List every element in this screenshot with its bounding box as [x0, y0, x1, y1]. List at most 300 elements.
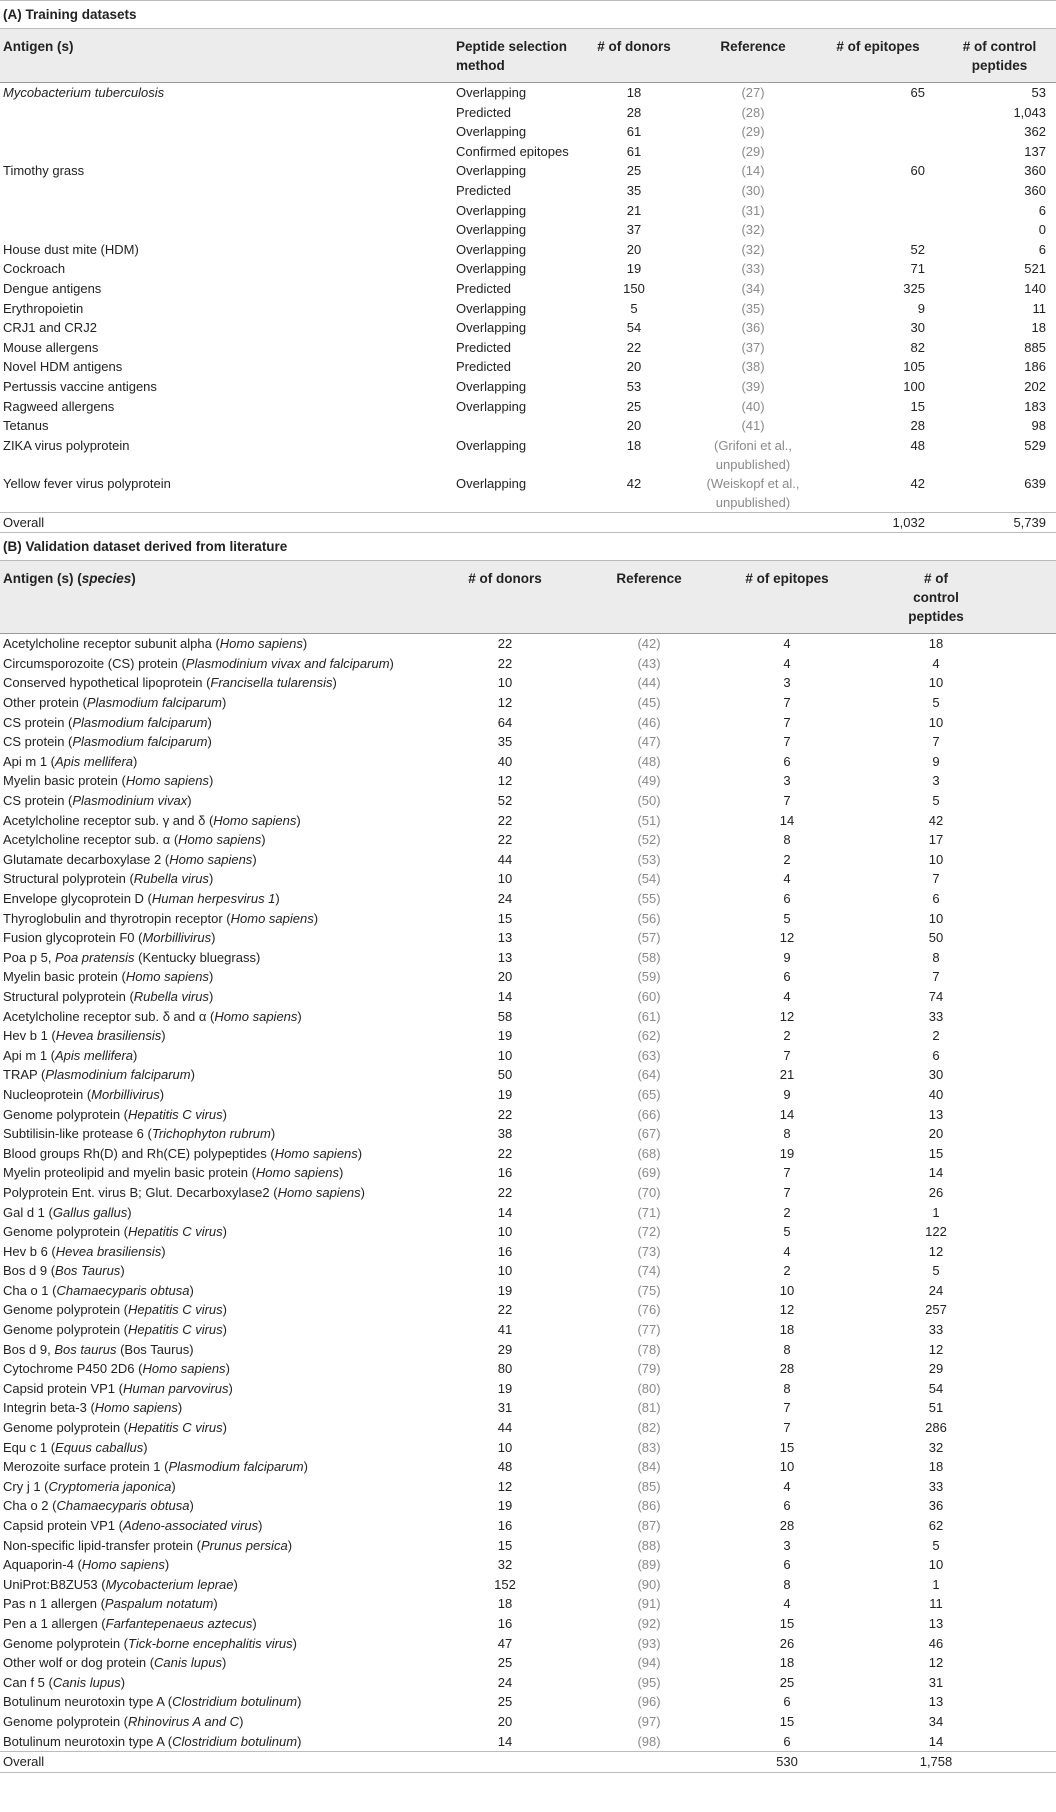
antigen-species-cell	[0, 1536, 430, 1556]
species-name: Plasmodinium falciparum	[45, 1067, 191, 1083]
antigen-species-cell	[0, 1320, 430, 1340]
donors-cell: 25	[626, 163, 642, 179]
donors-cell: 25	[626, 398, 642, 414]
antigen-species-cell	[0, 1634, 430, 1654]
table-row	[0, 850, 1056, 870]
header-epitopes: # of epitopes	[836, 39, 920, 54]
overall-controls: 1,758	[856, 1752, 1056, 1773]
header-antigen: Antigen (s)	[3, 39, 74, 54]
epitopes-cell: 42	[910, 475, 925, 491]
donors-cell: 15	[497, 1537, 513, 1553]
antigen-tail: )	[302, 636, 308, 652]
section-b-title: (B) Validation dataset derived from literature	[0, 532, 1056, 561]
table-row	[0, 1359, 1056, 1379]
antigen-tail: )	[261, 832, 266, 848]
reference-cell: (55)	[637, 891, 661, 906]
empty-cell	[575, 512, 693, 532]
controls-cell: 140	[1024, 280, 1046, 296]
antigen-tail: )	[222, 1420, 227, 1436]
table-row	[0, 771, 1056, 791]
antigen-tail: )	[120, 1263, 125, 1279]
reference-cell: (57)	[637, 930, 661, 946]
reference-cell: (40)	[741, 398, 765, 414]
epitopes-cell: 28	[779, 1518, 795, 1533]
controls-cell: 36	[928, 1498, 944, 1514]
table-row	[0, 1320, 1056, 1340]
controls-cell: 885	[1024, 339, 1046, 355]
epitopes-cell: 4	[783, 1478, 791, 1494]
antigen-species-cell	[0, 1026, 430, 1046]
antigen-cell: Mycobacterium tuberculosis	[3, 85, 165, 100]
controls-cell: 6	[1038, 202, 1046, 218]
antigen-tail: )	[207, 714, 212, 730]
donors-cell: 16	[497, 1615, 513, 1631]
table-row	[0, 1340, 1056, 1360]
antigen-cell: Novel HDM antigens	[3, 359, 123, 375]
table-row	[0, 259, 1056, 279]
antigen-tail: )	[171, 1478, 176, 1494]
epitopes-cell: 4	[783, 655, 791, 671]
header-donors: # of donors	[597, 39, 671, 54]
controls-cell: 9	[932, 753, 940, 769]
epitopes-cell: 6	[783, 891, 791, 906]
epitopes-cell: 8	[783, 1126, 791, 1142]
table-row	[0, 1673, 1056, 1693]
reference-cell: (45)	[637, 695, 661, 711]
table-row	[0, 377, 1056, 397]
antigen-cell	[0, 122, 453, 142]
empty-cell	[430, 1752, 580, 1773]
table-row	[0, 122, 1056, 142]
species-name: Homo sapiens	[125, 773, 209, 789]
controls-cell: 40	[928, 1086, 944, 1102]
table-row	[0, 1516, 1056, 1536]
antigen-tail: )	[222, 1224, 227, 1240]
antigen-tail: )	[127, 1204, 132, 1220]
method-cell: Overlapping	[456, 261, 527, 277]
epitopes-cell: 52	[910, 241, 925, 257]
donors-cell: 10	[497, 675, 513, 691]
antigen-name: Aquaporin-4 (	[3, 1557, 82, 1573]
method-cell: Overlapping	[456, 163, 527, 179]
overall-label: Overall	[0, 1752, 430, 1773]
table-row	[0, 1555, 1056, 1575]
antigen-name: Myelin basic protein (	[3, 773, 126, 789]
table-row	[0, 1007, 1056, 1027]
antigen-name: Cha o 1 (	[3, 1282, 57, 1298]
epitopes-cell: 7	[783, 1165, 791, 1181]
reference-cell: (84)	[637, 1459, 661, 1475]
epitopes-cell: 30	[910, 320, 925, 336]
validation-dataset-table	[0, 561, 1056, 1772]
controls-cell: 5	[932, 1263, 940, 1279]
reference-cell: (65)	[637, 1086, 661, 1102]
antigen-name: Genome polyprotein (	[3, 1713, 129, 1729]
table-row	[0, 1732, 1056, 1752]
header-antigen-close: )	[131, 571, 136, 587]
species-name: Hevea brasiliensis	[55, 1028, 162, 1044]
antigen-tail: )	[270, 1126, 276, 1142]
donors-cell: 37	[626, 222, 642, 238]
method-cell: Overlapping	[456, 85, 527, 100]
header-species-text: species	[81, 571, 132, 587]
controls-cell: 62	[928, 1518, 944, 1533]
species-name: Clostridium botulinum	[172, 1694, 298, 1710]
epitopes-cell: 18	[779, 1322, 795, 1338]
table-row	[0, 654, 1056, 674]
antigen-species-cell	[0, 948, 430, 968]
antigen-name: Equ c 1 (	[3, 1439, 56, 1455]
epitopes-cell: 105	[903, 359, 925, 375]
epitopes-cell: 15	[779, 1439, 795, 1455]
epitopes-cell: 100	[903, 378, 925, 394]
controls-cell: 42	[928, 812, 944, 828]
reference-cell: (83)	[637, 1439, 661, 1455]
species-name: Homo sapiens	[94, 1400, 178, 1416]
table-row	[0, 1300, 1056, 1320]
reference-cell: (74)	[637, 1263, 661, 1279]
antigen-tail: )	[133, 753, 138, 769]
antigen-species-cell	[0, 1575, 430, 1595]
antigen-tail: )	[189, 1282, 194, 1298]
header-controls: # of control peptides	[962, 39, 1037, 73]
epitopes-cell: 28	[779, 1361, 795, 1377]
antigen-name: Hev b 6 (	[3, 1243, 56, 1259]
species-name: Cryptomeria japonica	[48, 1478, 172, 1494]
reference-cell: (49)	[637, 773, 661, 789]
donors-cell: 58	[497, 1008, 513, 1024]
table-row	[0, 1653, 1056, 1673]
epitopes-cell: 4	[783, 1596, 791, 1612]
antigen-cell	[0, 201, 453, 221]
reference-cell: (67)	[637, 1126, 661, 1142]
epitopes-cell: 10	[779, 1282, 795, 1298]
controls-cell: 12	[928, 1655, 944, 1671]
controls-cell: 202	[1024, 378, 1046, 394]
antigen-tail: )	[287, 1537, 293, 1553]
controls-cell: 13	[928, 1106, 944, 1122]
donors-cell: 22	[626, 339, 642, 355]
reference-cell: (75)	[637, 1282, 661, 1298]
species-name: Chamaecyparis obtusa	[56, 1498, 190, 1514]
donors-cell: 31	[497, 1400, 513, 1416]
donors-cell: 22	[497, 1184, 513, 1200]
controls-cell: 7	[932, 969, 940, 985]
antigen-name: Subtilisin-like protease 6 (	[3, 1126, 152, 1142]
reference-cell: (52)	[637, 832, 661, 848]
antigen-tail: )	[208, 988, 214, 1004]
epitopes-cell: 7	[783, 714, 791, 730]
controls-cell: 521	[1024, 261, 1046, 277]
antigen-tail: )	[222, 1322, 227, 1338]
reference-cell: (58)	[637, 949, 661, 965]
reference-cell: (Weiskopf et al., unpublished)	[706, 475, 800, 510]
controls-cell: 257	[925, 1302, 947, 1318]
table-row	[0, 909, 1056, 929]
epitopes-cell: 8	[783, 832, 791, 848]
donors-cell: 19	[497, 1282, 513, 1298]
table-row	[0, 201, 1056, 221]
antigen-species-cell	[0, 752, 430, 772]
antigen-name: Merozoite surface protein 1 (	[3, 1459, 169, 1475]
section-a-title: (A) Training datasets	[0, 0, 1056, 29]
reference-cell: (62)	[637, 1028, 661, 1044]
donors-cell: 12	[497, 1478, 513, 1494]
species-name: Equus caballus	[55, 1439, 144, 1455]
epitopes-cell: 5	[783, 1224, 791, 1240]
controls-cell: 360	[1024, 182, 1046, 198]
method-cell: Overlapping	[456, 398, 527, 414]
header-antigen-species	[0, 561, 430, 634]
method-cell: Overlapping	[456, 202, 527, 218]
controls-cell: 7	[932, 871, 940, 887]
antigen-tail: )	[292, 1635, 297, 1651]
donors-cell: 10	[497, 1263, 513, 1279]
table-row	[0, 967, 1056, 987]
antigen-species-cell	[0, 869, 430, 889]
controls-cell: 3	[932, 773, 940, 789]
donors-cell: 44	[497, 1420, 513, 1436]
epitopes-cell: 12	[779, 1008, 795, 1024]
reference-cell: (94)	[637, 1655, 661, 1671]
table-row	[0, 279, 1056, 299]
antigen-tail: )	[133, 1047, 138, 1063]
controls-cell: 15	[928, 1145, 944, 1161]
antigen-name: Pas n 1 allergen (	[3, 1596, 105, 1612]
antigen-name: Api m 1 (	[3, 753, 56, 769]
reference-cell: (88)	[637, 1537, 661, 1553]
species-name: Rhinovirus A and C	[128, 1713, 240, 1729]
controls-cell: 183	[1024, 398, 1046, 414]
antigen-species-cell	[0, 1203, 430, 1223]
table-row	[0, 181, 1056, 201]
species-name: Hepatitis C virus	[128, 1106, 223, 1122]
species-name: Homo sapiens	[81, 1557, 165, 1573]
species-name: Hepatitis C virus	[128, 1224, 223, 1240]
antigen-tail: )	[303, 1459, 308, 1475]
reference-cell: (50)	[637, 793, 661, 809]
table-row	[0, 1712, 1056, 1732]
species-name: Rubella virus	[133, 871, 209, 887]
epitopes-cell: 15	[779, 1615, 795, 1631]
table-row	[0, 1457, 1056, 1477]
epitopes-cell: 7	[783, 1047, 791, 1063]
table-row	[0, 397, 1056, 417]
antigen-tail: )	[389, 655, 394, 671]
donors-cell: 35	[497, 734, 513, 750]
species-name: Homo sapiens	[219, 636, 303, 652]
empty-cell	[693, 512, 813, 532]
species-name: Francisella tularensis	[210, 675, 333, 691]
epitopes-cell: 21	[779, 1067, 795, 1083]
antigen-tail: )	[225, 1361, 230, 1377]
epitopes-cell: 18	[779, 1655, 795, 1671]
antigen-species-cell	[0, 811, 430, 831]
antigen-name: Capsid protein VP1 (	[3, 1518, 123, 1533]
species-name: Homo sapiens	[230, 910, 314, 926]
species-name: Homo sapiens	[255, 1165, 340, 1181]
donors-cell: 14	[497, 1204, 513, 1220]
empty-cell	[453, 512, 575, 532]
antigen-tail: )	[143, 1439, 148, 1455]
donors-cell: 20	[497, 1713, 513, 1729]
table-row	[0, 436, 1056, 474]
antigen-species-cell	[0, 1105, 430, 1125]
table-row	[0, 299, 1056, 319]
epitopes-cell: 7	[783, 1420, 791, 1436]
controls-cell: 17	[928, 832, 944, 848]
antigen-name: Genome polyprotein (	[3, 1635, 129, 1651]
species-name: Paspalum notatum	[104, 1596, 214, 1612]
method-cell: Overlapping	[456, 475, 527, 491]
antigen-tail: )	[313, 910, 319, 926]
antigen-species-cell	[0, 1418, 430, 1438]
table-row	[0, 1203, 1056, 1223]
donors-cell: 15	[497, 910, 513, 926]
antigen-tail: )	[221, 1655, 227, 1671]
controls-cell: 14	[928, 1733, 944, 1749]
controls-cell: 29	[928, 1361, 944, 1377]
donors-cell: 22	[497, 812, 513, 828]
reference-cell: (73)	[637, 1243, 661, 1259]
donors-cell: 20	[626, 418, 642, 434]
training-datasets-table	[0, 29, 1056, 532]
antigen-name: Glutamate decarboxylase 2 (	[3, 851, 170, 867]
antigen-species-cell	[0, 634, 430, 654]
donors-cell: 19	[497, 1498, 513, 1514]
antigen-tail: )	[275, 891, 280, 906]
table-row	[0, 220, 1056, 240]
reference-cell: (53)	[637, 851, 661, 867]
method-cell: Overlapping	[456, 300, 527, 316]
donors-cell: 47	[497, 1635, 513, 1651]
donors-cell: 22	[497, 1145, 513, 1161]
table-row	[0, 1281, 1056, 1301]
antigen-name: Cytochrome P450 2D6 (	[3, 1361, 143, 1377]
donors-cell: 150	[623, 280, 645, 296]
reference-cell: (92)	[637, 1615, 661, 1631]
reference-cell: (98)	[637, 1733, 661, 1749]
reference-cell: (61)	[637, 1008, 661, 1024]
reference-cell: (95)	[637, 1674, 661, 1690]
antigen-species-cell	[0, 1496, 430, 1516]
species-name: Morbillivirus	[142, 930, 212, 946]
epitopes-cell: 48	[910, 437, 925, 453]
epitopes-cell: 14	[779, 1106, 795, 1122]
reference-cell: (44)	[637, 675, 661, 691]
antigen-species-cell	[0, 1007, 430, 1027]
antigen-species-cell	[0, 967, 430, 987]
antigen-species-cell	[0, 1144, 430, 1164]
reference-cell: (28)	[741, 104, 765, 120]
controls-cell: 6	[932, 891, 940, 906]
donors-cell: 61	[626, 124, 642, 140]
species-name: Apis mellifera	[55, 1047, 134, 1063]
antigen-cell: Tetanus	[3, 418, 49, 434]
reference-cell: (70)	[637, 1184, 661, 1200]
reference-cell: (34)	[741, 280, 765, 296]
reference-cell: (97)	[637, 1713, 661, 1729]
antigen-name: Genome polyprotein (	[3, 1224, 129, 1240]
header-epitopes: # of epitopes	[745, 571, 829, 587]
table-row	[0, 928, 1056, 948]
antigen-tail: )	[233, 1576, 238, 1592]
donors-cell: 52	[497, 793, 513, 809]
controls-cell: 286	[925, 1420, 947, 1436]
controls-cell: 529	[1024, 437, 1046, 453]
method-cell: Predicted	[456, 339, 511, 355]
epitopes-cell: 9	[783, 1086, 791, 1102]
antigen-species-cell	[0, 1438, 430, 1458]
antigen-tail: )	[207, 734, 212, 750]
antigen-species-cell	[0, 1457, 430, 1477]
header-reference: Reference	[616, 571, 682, 587]
donors-cell: 20	[626, 241, 642, 257]
reference-cell: (86)	[637, 1498, 661, 1514]
antigen-tail: )	[360, 1184, 366, 1200]
donors-cell: 21	[626, 202, 642, 218]
antigen-species-cell	[0, 1673, 430, 1693]
antigen-species-cell	[0, 1692, 430, 1712]
donors-cell: 14	[497, 988, 513, 1004]
antigen-tail: )	[357, 1145, 363, 1161]
antigen-species-cell	[0, 1242, 430, 1262]
table-row	[0, 338, 1056, 358]
donors-cell: 10	[497, 1439, 513, 1455]
table-row	[0, 791, 1056, 811]
table-row	[0, 1026, 1056, 1046]
table-row	[0, 1183, 1056, 1203]
reference-cell: (38)	[741, 359, 765, 375]
controls-cell: 98	[1031, 418, 1046, 434]
antigen-name: Genome polyprotein (	[3, 1302, 129, 1318]
donors-cell: 22	[497, 655, 513, 671]
antigen-species-cell	[0, 713, 430, 733]
antigen-name: Cha o 2 (	[3, 1498, 57, 1514]
donors-cell: 32	[497, 1557, 513, 1573]
epitopes-cell: 3	[783, 675, 791, 691]
epitopes-cell: 4	[783, 1243, 791, 1259]
antigen-species-cell	[0, 1124, 430, 1144]
species-name: Plasmodium falciparum	[168, 1459, 304, 1475]
table-row	[0, 1046, 1056, 1066]
antigen-cell: Cockroach	[3, 261, 66, 277]
reference-cell: (71)	[637, 1204, 661, 1220]
antigen-name: Conserved hypothetical lipoprotein (	[3, 675, 211, 691]
antigen-tail: )	[211, 930, 216, 946]
table-row	[0, 732, 1056, 752]
epitopes-cell: 12	[779, 1302, 795, 1318]
controls-cell: 13	[928, 1694, 944, 1710]
table-row	[0, 83, 1056, 103]
reference-cell: (36)	[741, 320, 765, 336]
antigen-name: Hev b 1 (	[3, 1028, 56, 1044]
reference-cell: (14)	[741, 163, 765, 179]
controls-cell: 5	[932, 1537, 940, 1553]
antigen-tail: )	[221, 695, 227, 711]
species-name: Plasmodium falciparum	[72, 734, 208, 750]
antigen-tail: )	[120, 1674, 126, 1690]
antigen-tail: )	[252, 1615, 257, 1631]
antigen-species-cell	[0, 1594, 430, 1614]
antigen-tail: )	[159, 1086, 165, 1102]
epitopes-cell: 7	[783, 793, 791, 809]
donors-cell: 24	[497, 1674, 513, 1690]
reference-cell: (46)	[637, 714, 661, 730]
species-name: Human parvovirus	[122, 1380, 229, 1396]
reference-cell: (56)	[637, 910, 661, 926]
species-name: Homo sapiens	[274, 1145, 358, 1161]
